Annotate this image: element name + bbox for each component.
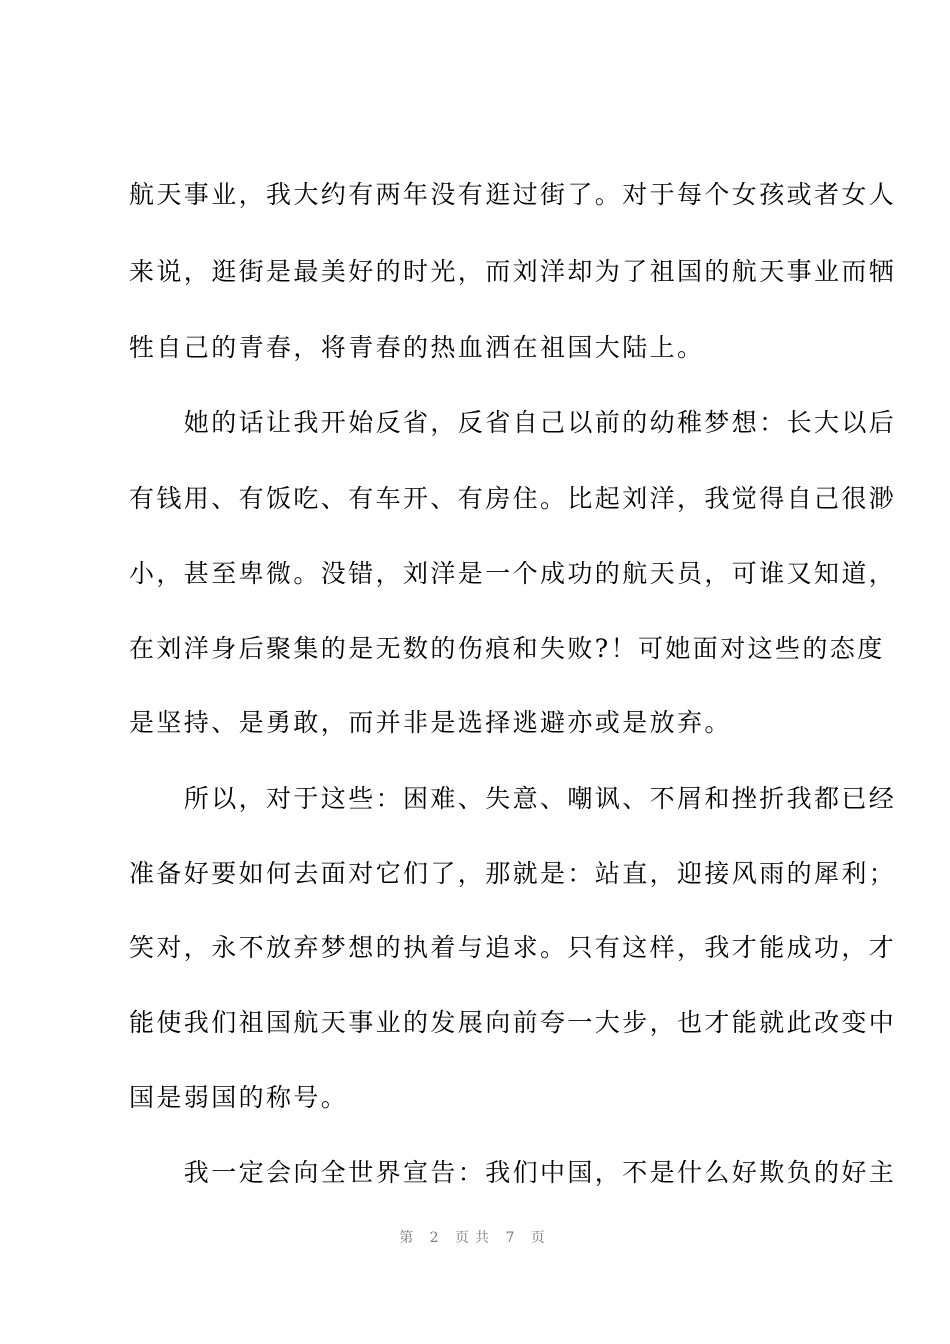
text-line: 所以，对于这些：困难、失意、嘲讽、不屑和挫折我都已经 — [129, 784, 897, 813]
text-line: 我一定会向全世界宣告：我们中国，不是什么好欺负的好主 — [129, 1158, 897, 1187]
text-line: 能使我们祖国航天事业的发展向前夸一大步，也才能就此改变中 — [129, 1008, 897, 1037]
text-line: 小，甚至卑微。没错，刘洋是一个成功的航天员，可谁又知道， — [129, 559, 897, 588]
text-line: 牲自己的青春，将青春的热血洒在祖国大陆上。 — [129, 333, 705, 362]
text-line: 准备好要如何去面对它们了，那就是：站直，迎接风雨的犀利； — [129, 859, 897, 888]
text-line: 国是弱国的称号。 — [129, 1083, 349, 1112]
text-line: 笑对，永不放弃梦想的执着与追求。只有这样，我才能成功，才 — [129, 933, 897, 962]
text-line: 在刘洋身后聚集的是无数的伤痕和失败?！可她面对这些的态度 — [129, 634, 885, 663]
text-line: 是坚持、是勇敢，而并非是选择逃避亦或是放弃。 — [129, 708, 732, 737]
text-line: 她的话让我开始反省，反省自己以前的幼稚梦想：长大以后 — [129, 408, 897, 437]
text-line: 有钱用、有饭吃、有车开、有房住。比起刘洋，我觉得自己很渺 — [129, 484, 897, 513]
text-line: 来说，逛街是最美好的时光，而刘洋却为了祖国的航天事业而牺 — [129, 257, 897, 286]
text-line: 航天事业，我大约有两年没有逛过街了。对于每个女孩或者女人 — [129, 180, 897, 209]
page-number-footer: 第 2 页共 7 页 — [399, 1230, 551, 1246]
